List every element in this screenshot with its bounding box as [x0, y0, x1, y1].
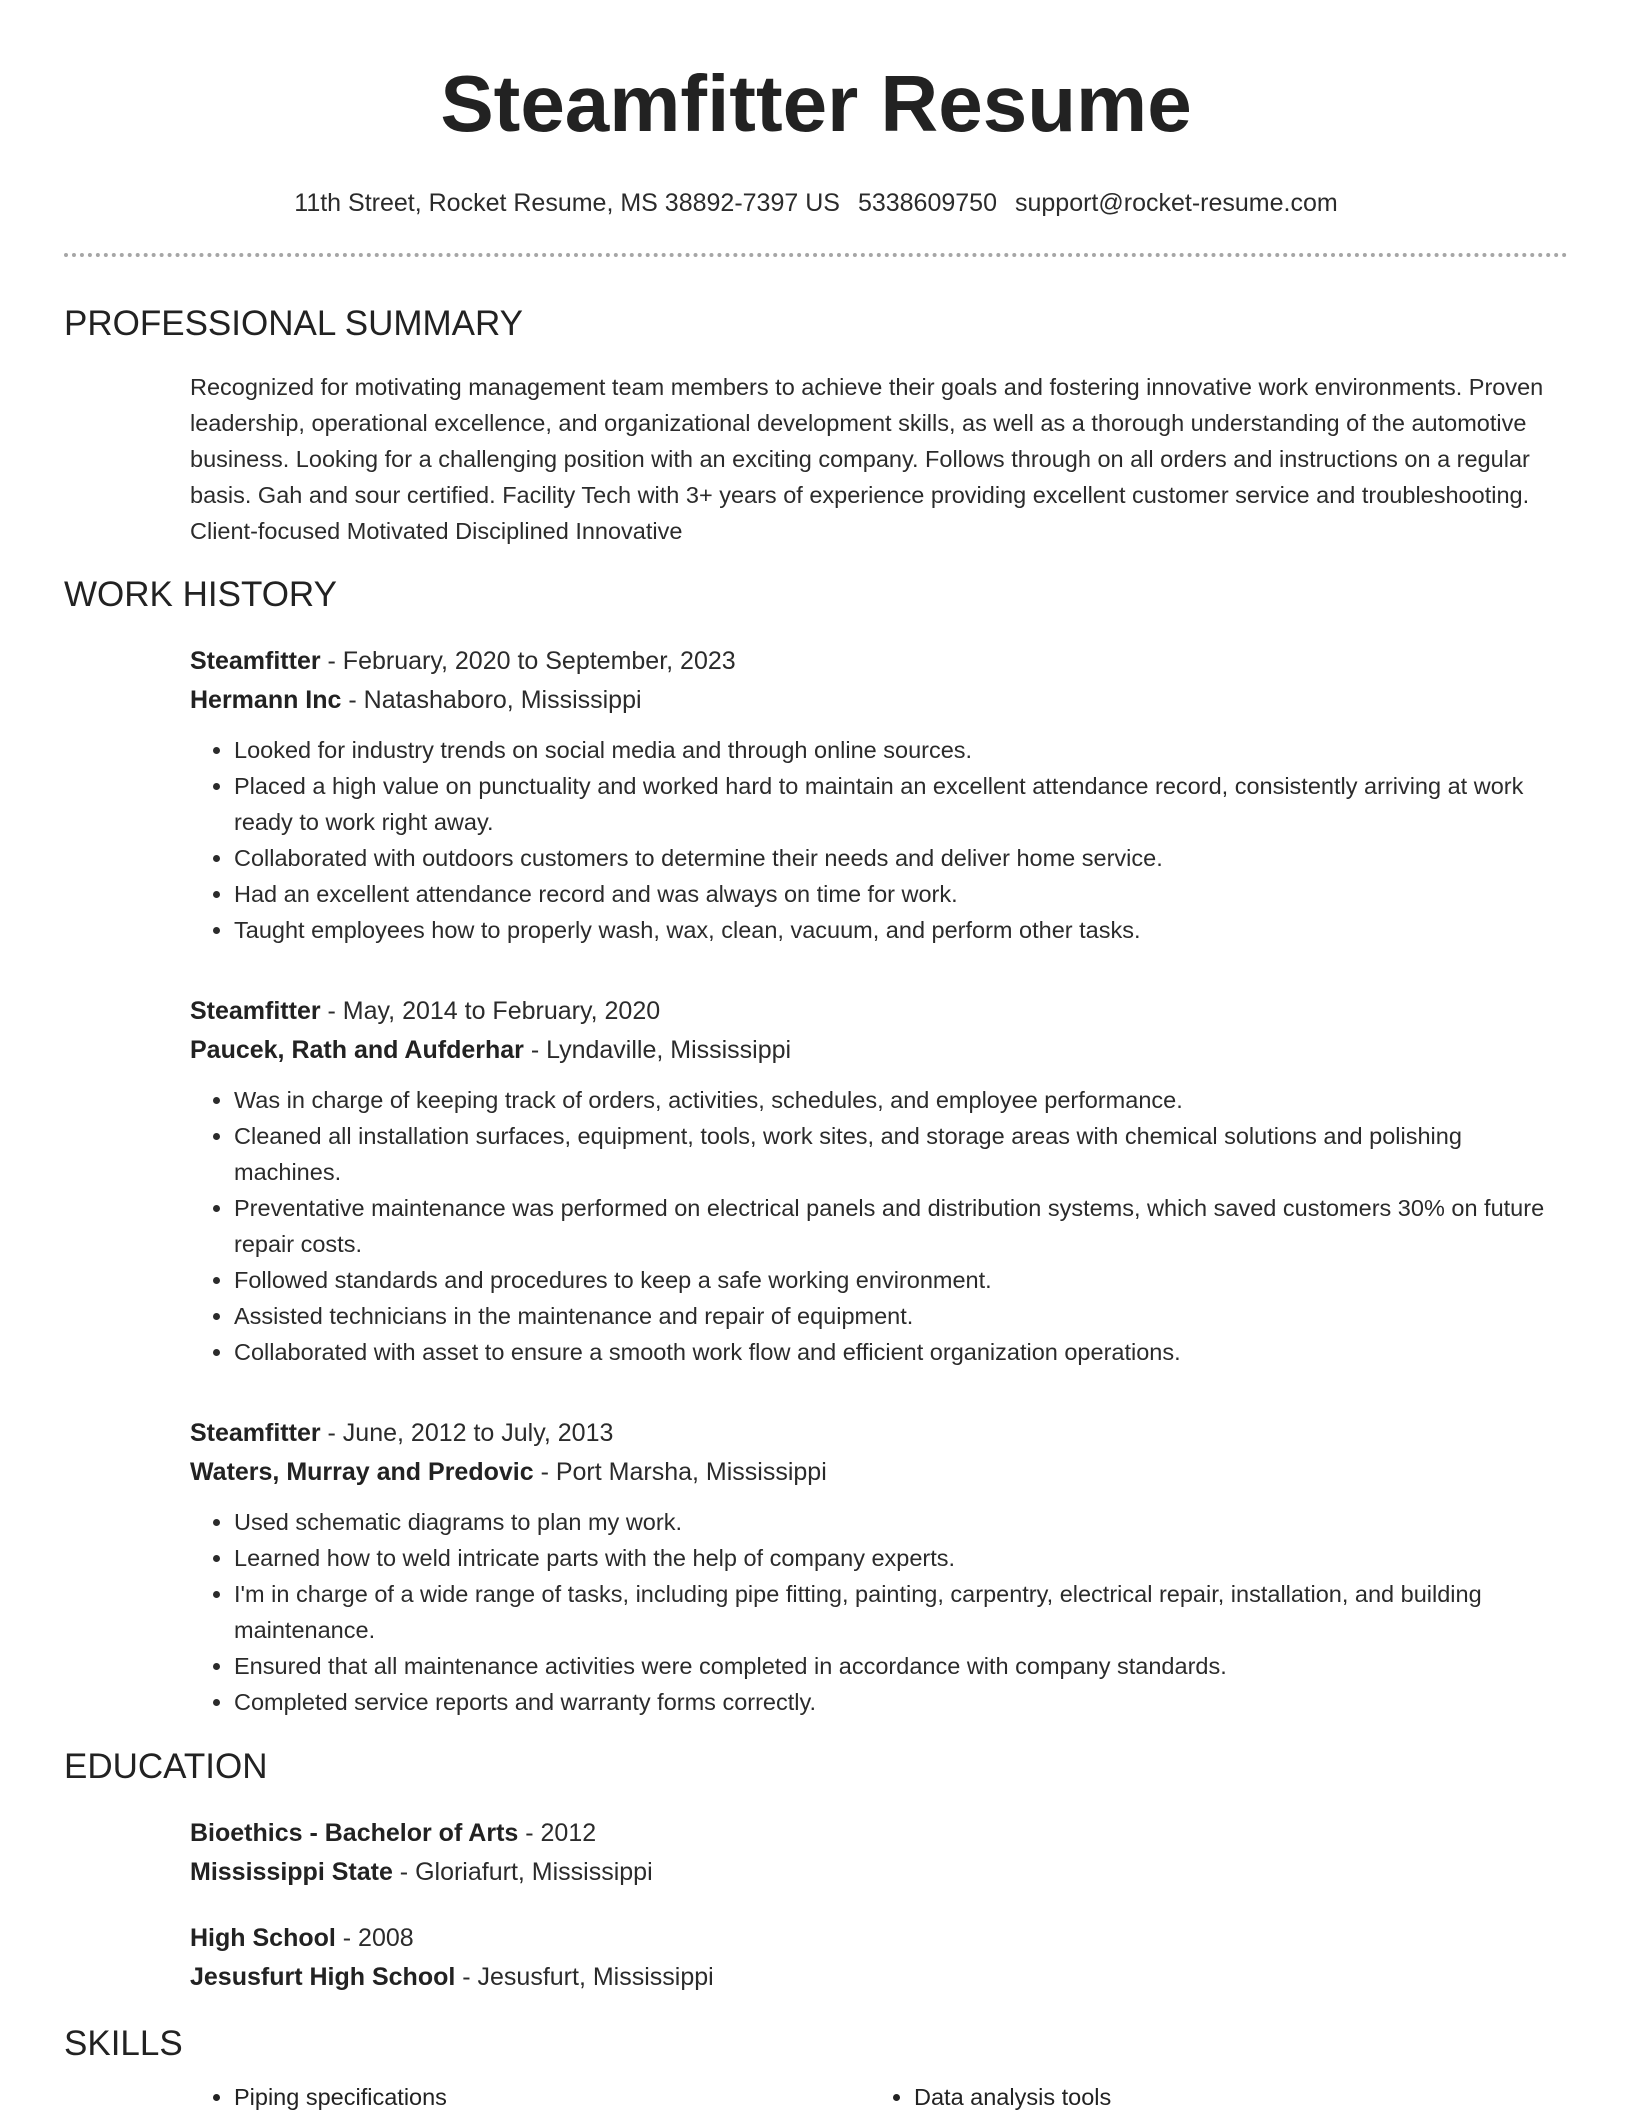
skills-grid	[190, 2079, 1568, 2115]
job-bullet: • Used schematic diagrams to plan my work.	[234, 1504, 1568, 1540]
contact-address: 11th Street, Rocket Resume, MS 38892-7397 US	[294, 189, 840, 217]
education-degree-line	[190, 1814, 1568, 1853]
job-bullet: • Assisted technicians in the maintenance and repair of equipment.	[234, 1298, 1568, 1334]
section-title-summary: PROFESSIONAL SUMMARY	[64, 304, 523, 343]
job-location: - Lyndaville, Mississippi	[523, 1036, 792, 1064]
job-company: Hermann Inc	[190, 686, 342, 714]
job-bullet: • Ensured that all maintenance activities were completed in accordance with company standards.	[234, 1648, 1568, 1684]
contact-line	[64, 188, 1568, 218]
education-school-line	[190, 1853, 1568, 1892]
job-bullet: • Learned how to weld intricate parts with the help of company experts.	[234, 1540, 1568, 1576]
job-bullet: • Had an excellent attendance record and was always on time for work.	[234, 876, 1568, 912]
job-bullet: • Looked for industry trends on social media and through online sources.	[234, 732, 1568, 768]
education-school: Mississippi State	[190, 1858, 393, 1886]
job-entry	[190, 642, 1568, 948]
header-divider	[64, 253, 1568, 257]
job-entry	[190, 1414, 1568, 1720]
skill-item: • Piping specifications	[234, 2079, 870, 2115]
job-dates: - February, 2020 to September, 2023	[320, 647, 736, 675]
job-bullet: • Preventative maintenance was performed on electrical panels and distribution systems, which saved customers 30% on future repair costs.	[234, 1190, 1568, 1262]
job-location: - Natashaboro, Mississippi	[341, 686, 642, 714]
resume-title: Steamfitter Resume	[440, 59, 1192, 148]
resume-page	[64, 0, 1568, 2115]
job-bullet: • Completed service reports and warranty forms correctly.	[234, 1684, 1568, 1720]
job-position-line	[190, 992, 1568, 1031]
job-position-line	[190, 642, 1568, 681]
job-bullet: • I'm in charge of a wide range of tasks, including pipe fitting, painting, carpentry, electrical repair, installation, and building maintenance.	[234, 1576, 1568, 1648]
education-entry	[190, 1919, 1568, 1997]
job-bullets	[190, 1082, 1568, 1370]
job-company: Paucek, Rath and Aufderhar	[190, 1036, 524, 1064]
job-bullet: • Was in charge of keeping track of orders, activities, schedules, and employee performance.	[234, 1082, 1568, 1118]
job-bullet: • Cleaned all installation surfaces, equipment, tools, work sites, and storage areas with chemical solutions and polishing machines.	[234, 1118, 1568, 1190]
job-dates: - May, 2014 to February, 2020	[320, 997, 661, 1025]
job-company-line	[190, 1031, 1568, 1070]
skill-item: • Data analysis tools	[914, 2079, 1550, 2115]
job-position: Steamfitter	[190, 647, 321, 675]
contact-phone: 5338609750	[857, 189, 997, 217]
section-title-work-history: WORK HISTORY	[64, 575, 337, 614]
job-company-line	[190, 681, 1568, 720]
education-degree: High School	[190, 1924, 336, 1952]
job-bullets	[190, 1504, 1568, 1720]
contact-email: support@rocket-resume.com	[1014, 189, 1338, 217]
summary-text: Recognized for motivating management team members to achieve their goals and fostering innovative work environments. Proven leadership, operational excellence, and organizational development skills, as well as a thorough understanding of the automotive business. Looking for a challenging position with an exciting company. Follows through on all orders and instructions on a regular basis. Gah and sour certified. Facility Tech with 3+ years of experience providing excellent customer service and troubleshooting. Client-focused Motivated Disciplined Innovative	[190, 374, 1544, 544]
section-title-skills: SKILLS	[64, 2024, 183, 2063]
job-company: Waters, Murray and Predovic	[190, 1458, 534, 1486]
job-location: - Port Marsha, Mississippi	[533, 1458, 827, 1486]
education-degree-line	[190, 1919, 1568, 1958]
skills-column-right	[870, 2079, 1550, 2115]
job-bullet: • Collaborated with asset to ensure a smooth work flow and efficient organization operations.	[234, 1334, 1568, 1370]
job-entry	[190, 992, 1568, 1370]
education-degree: Bioethics - Bachelor of Arts	[190, 1819, 519, 1847]
job-position: Steamfitter	[190, 997, 321, 1025]
education-location: - Gloriafurt, Mississippi	[392, 1858, 653, 1886]
education-year: - 2012	[518, 1819, 597, 1847]
job-bullet: • Collaborated with outdoors customers to determine their needs and deliver home service.	[234, 840, 1568, 876]
job-company-line	[190, 1453, 1568, 1492]
education-year: - 2008	[335, 1924, 414, 1952]
job-position-line	[190, 1414, 1568, 1453]
job-position: Steamfitter	[190, 1419, 321, 1447]
job-bullet: • Followed standards and procedures to keep a safe working environment.	[234, 1262, 1568, 1298]
section-title-education: EDUCATION	[64, 1747, 268, 1786]
job-bullet: • Placed a high value on punctuality and worked hard to maintain an excellent attendance record, consistently arriving at work ready to work right away.	[234, 768, 1568, 840]
job-bullet: • Taught employees how to properly wash, wax, clean, vacuum, and perform other tasks.	[234, 912, 1568, 948]
education-school: Jesusfurt High School	[190, 1963, 456, 1991]
skills-column-left	[190, 2079, 870, 2115]
job-bullets	[190, 732, 1568, 948]
education-entry	[190, 1814, 1568, 1892]
job-dates: - June, 2012 to July, 2013	[320, 1419, 614, 1447]
education-location: - Jesusfurt, Mississippi	[455, 1963, 714, 1991]
education-school-line	[190, 1958, 1568, 1997]
